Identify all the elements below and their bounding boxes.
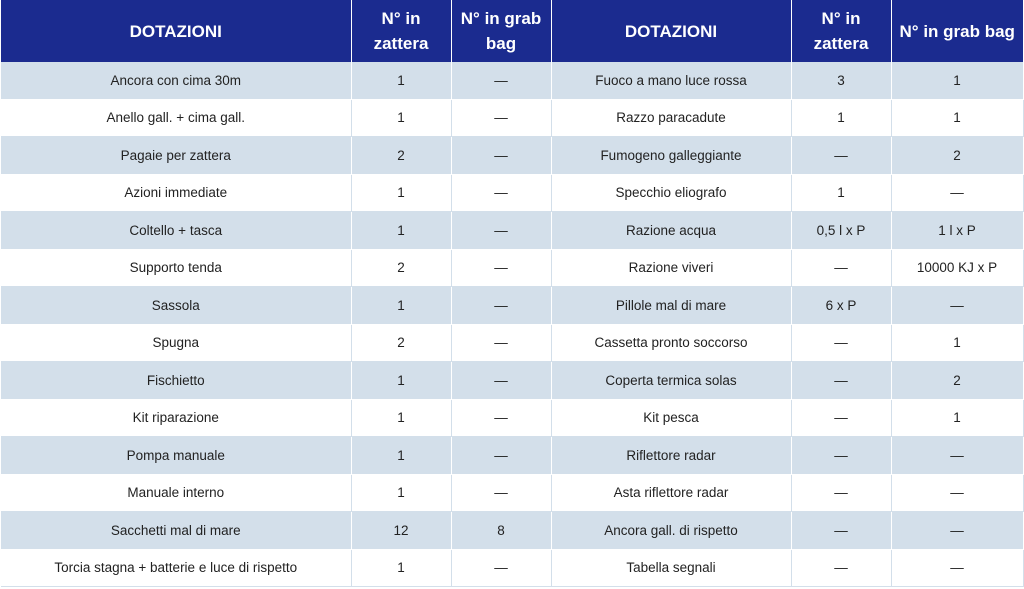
table-row <box>1 287 1023 325</box>
table-cell: 1 <box>791 174 891 212</box>
table-cell: Sacchetti mal di mare <box>1 512 351 550</box>
table-cell: Asta riflettore radar <box>551 474 791 512</box>
table-cell: Cassetta pronto soccorso <box>551 324 791 362</box>
table-cell: 2 <box>351 249 451 287</box>
table-cell: — <box>791 549 891 587</box>
table-row <box>1 474 1023 512</box>
table-cell: — <box>451 174 551 212</box>
table-cell: — <box>451 474 551 512</box>
table-cell: 1 <box>351 437 451 475</box>
table-cell: 0,5 l x P <box>791 212 891 250</box>
header-cell: DOTAZIONI <box>1 0 351 62</box>
table-cell: — <box>891 174 1023 212</box>
table-cell: — <box>791 437 891 475</box>
table-cell: — <box>891 549 1023 587</box>
table-cell: — <box>451 62 551 99</box>
table-cell: — <box>791 249 891 287</box>
table-cell: Razzo paracadute <box>551 99 791 137</box>
table-cell: 6 x P <box>791 287 891 325</box>
table-cell: — <box>451 212 551 250</box>
table-cell: 1 <box>351 62 451 99</box>
table-cell: Razione viveri <box>551 249 791 287</box>
table-row <box>1 324 1023 362</box>
header-row <box>1 0 1023 62</box>
table-row <box>1 249 1023 287</box>
table-cell: 1 <box>351 474 451 512</box>
table-cell: Spugna <box>1 324 351 362</box>
table-cell: 2 <box>891 362 1023 400</box>
table-cell: — <box>791 474 891 512</box>
table-cell: Sassola <box>1 287 351 325</box>
table-header <box>1 0 1023 62</box>
table-cell: 1 <box>791 99 891 137</box>
header-cell: N° in zattera <box>791 0 891 62</box>
table-cell: 1 <box>351 174 451 212</box>
table-cell: 3 <box>791 62 891 99</box>
header-cell: N° in grab bag <box>891 0 1023 62</box>
table-cell: — <box>791 324 891 362</box>
table-cell: 1 <box>351 287 451 325</box>
table-cell: Pillole mal di mare <box>551 287 791 325</box>
table-cell: Fischietto <box>1 362 351 400</box>
table-cell: — <box>891 512 1023 550</box>
table-row <box>1 137 1023 175</box>
table-cell: — <box>451 549 551 587</box>
table-cell: Ancora gall. di rispetto <box>551 512 791 550</box>
table-cell: — <box>791 399 891 437</box>
table-cell: — <box>451 437 551 475</box>
table-cell: 1 <box>351 399 451 437</box>
table-cell: — <box>791 137 891 175</box>
table-cell: Anello gall. + cima gall. <box>1 99 351 137</box>
table-cell: — <box>791 362 891 400</box>
table-cell: — <box>451 287 551 325</box>
table-cell: Tabella segnali <box>551 549 791 587</box>
table-body <box>1 62 1023 587</box>
table-cell: — <box>791 512 891 550</box>
table-cell: 10000 KJ x P <box>891 249 1023 287</box>
table-row <box>1 399 1023 437</box>
table-cell: — <box>451 399 551 437</box>
table-cell: — <box>891 287 1023 325</box>
table-cell: Azioni immediate <box>1 174 351 212</box>
table-cell: 1 <box>891 62 1023 99</box>
table-cell: Manuale interno <box>1 474 351 512</box>
table-row <box>1 212 1023 250</box>
table-cell: 1 l x P <box>891 212 1023 250</box>
table-cell: Riflettore radar <box>551 437 791 475</box>
table-cell: Supporto tenda <box>1 249 351 287</box>
header-cell: DOTAZIONI <box>551 0 791 62</box>
table-cell: 1 <box>351 362 451 400</box>
table-cell: 2 <box>891 137 1023 175</box>
table-cell: — <box>451 99 551 137</box>
table-cell: 12 <box>351 512 451 550</box>
table-cell: — <box>891 474 1023 512</box>
table-cell: Ancora con cima 30m <box>1 62 351 99</box>
header-cell: N° in grab bag <box>451 0 551 62</box>
table-cell: Coltello + tasca <box>1 212 351 250</box>
table-cell: Razione acqua <box>551 212 791 250</box>
table-cell: Fumogeno galleggiante <box>551 137 791 175</box>
table-cell: — <box>451 362 551 400</box>
table-row <box>1 174 1023 212</box>
table-cell: Torcia stagna + batterie e luce di rispetto <box>1 549 351 587</box>
table-cell: Kit riparazione <box>1 399 351 437</box>
table-cell: 1 <box>351 212 451 250</box>
table-cell: 2 <box>351 324 451 362</box>
table-cell: 1 <box>351 549 451 587</box>
table-cell: Fuoco a mano luce rossa <box>551 62 791 99</box>
table-cell: Pompa manuale <box>1 437 351 475</box>
table-cell: 2 <box>351 137 451 175</box>
table-cell: 1 <box>351 99 451 137</box>
table-cell: — <box>891 437 1023 475</box>
table-cell: Kit pesca <box>551 399 791 437</box>
table-row <box>1 362 1023 400</box>
table-row <box>1 512 1023 550</box>
table-cell: Specchio eliografo <box>551 174 791 212</box>
table-cell: — <box>451 137 551 175</box>
table-row <box>1 99 1023 137</box>
table-row <box>1 549 1023 587</box>
table-cell: 8 <box>451 512 551 550</box>
header-cell: N° in zattera <box>351 0 451 62</box>
table-cell: 1 <box>891 99 1023 137</box>
table-row <box>1 437 1023 475</box>
table-cell: — <box>451 324 551 362</box>
equipment-table <box>1 0 1024 587</box>
table-cell: — <box>451 249 551 287</box>
table-cell: Pagaie per zattera <box>1 137 351 175</box>
table-row <box>1 62 1023 99</box>
table-cell: 1 <box>891 399 1023 437</box>
table-cell: Coperta termica solas <box>551 362 791 400</box>
table-cell: 1 <box>891 324 1023 362</box>
